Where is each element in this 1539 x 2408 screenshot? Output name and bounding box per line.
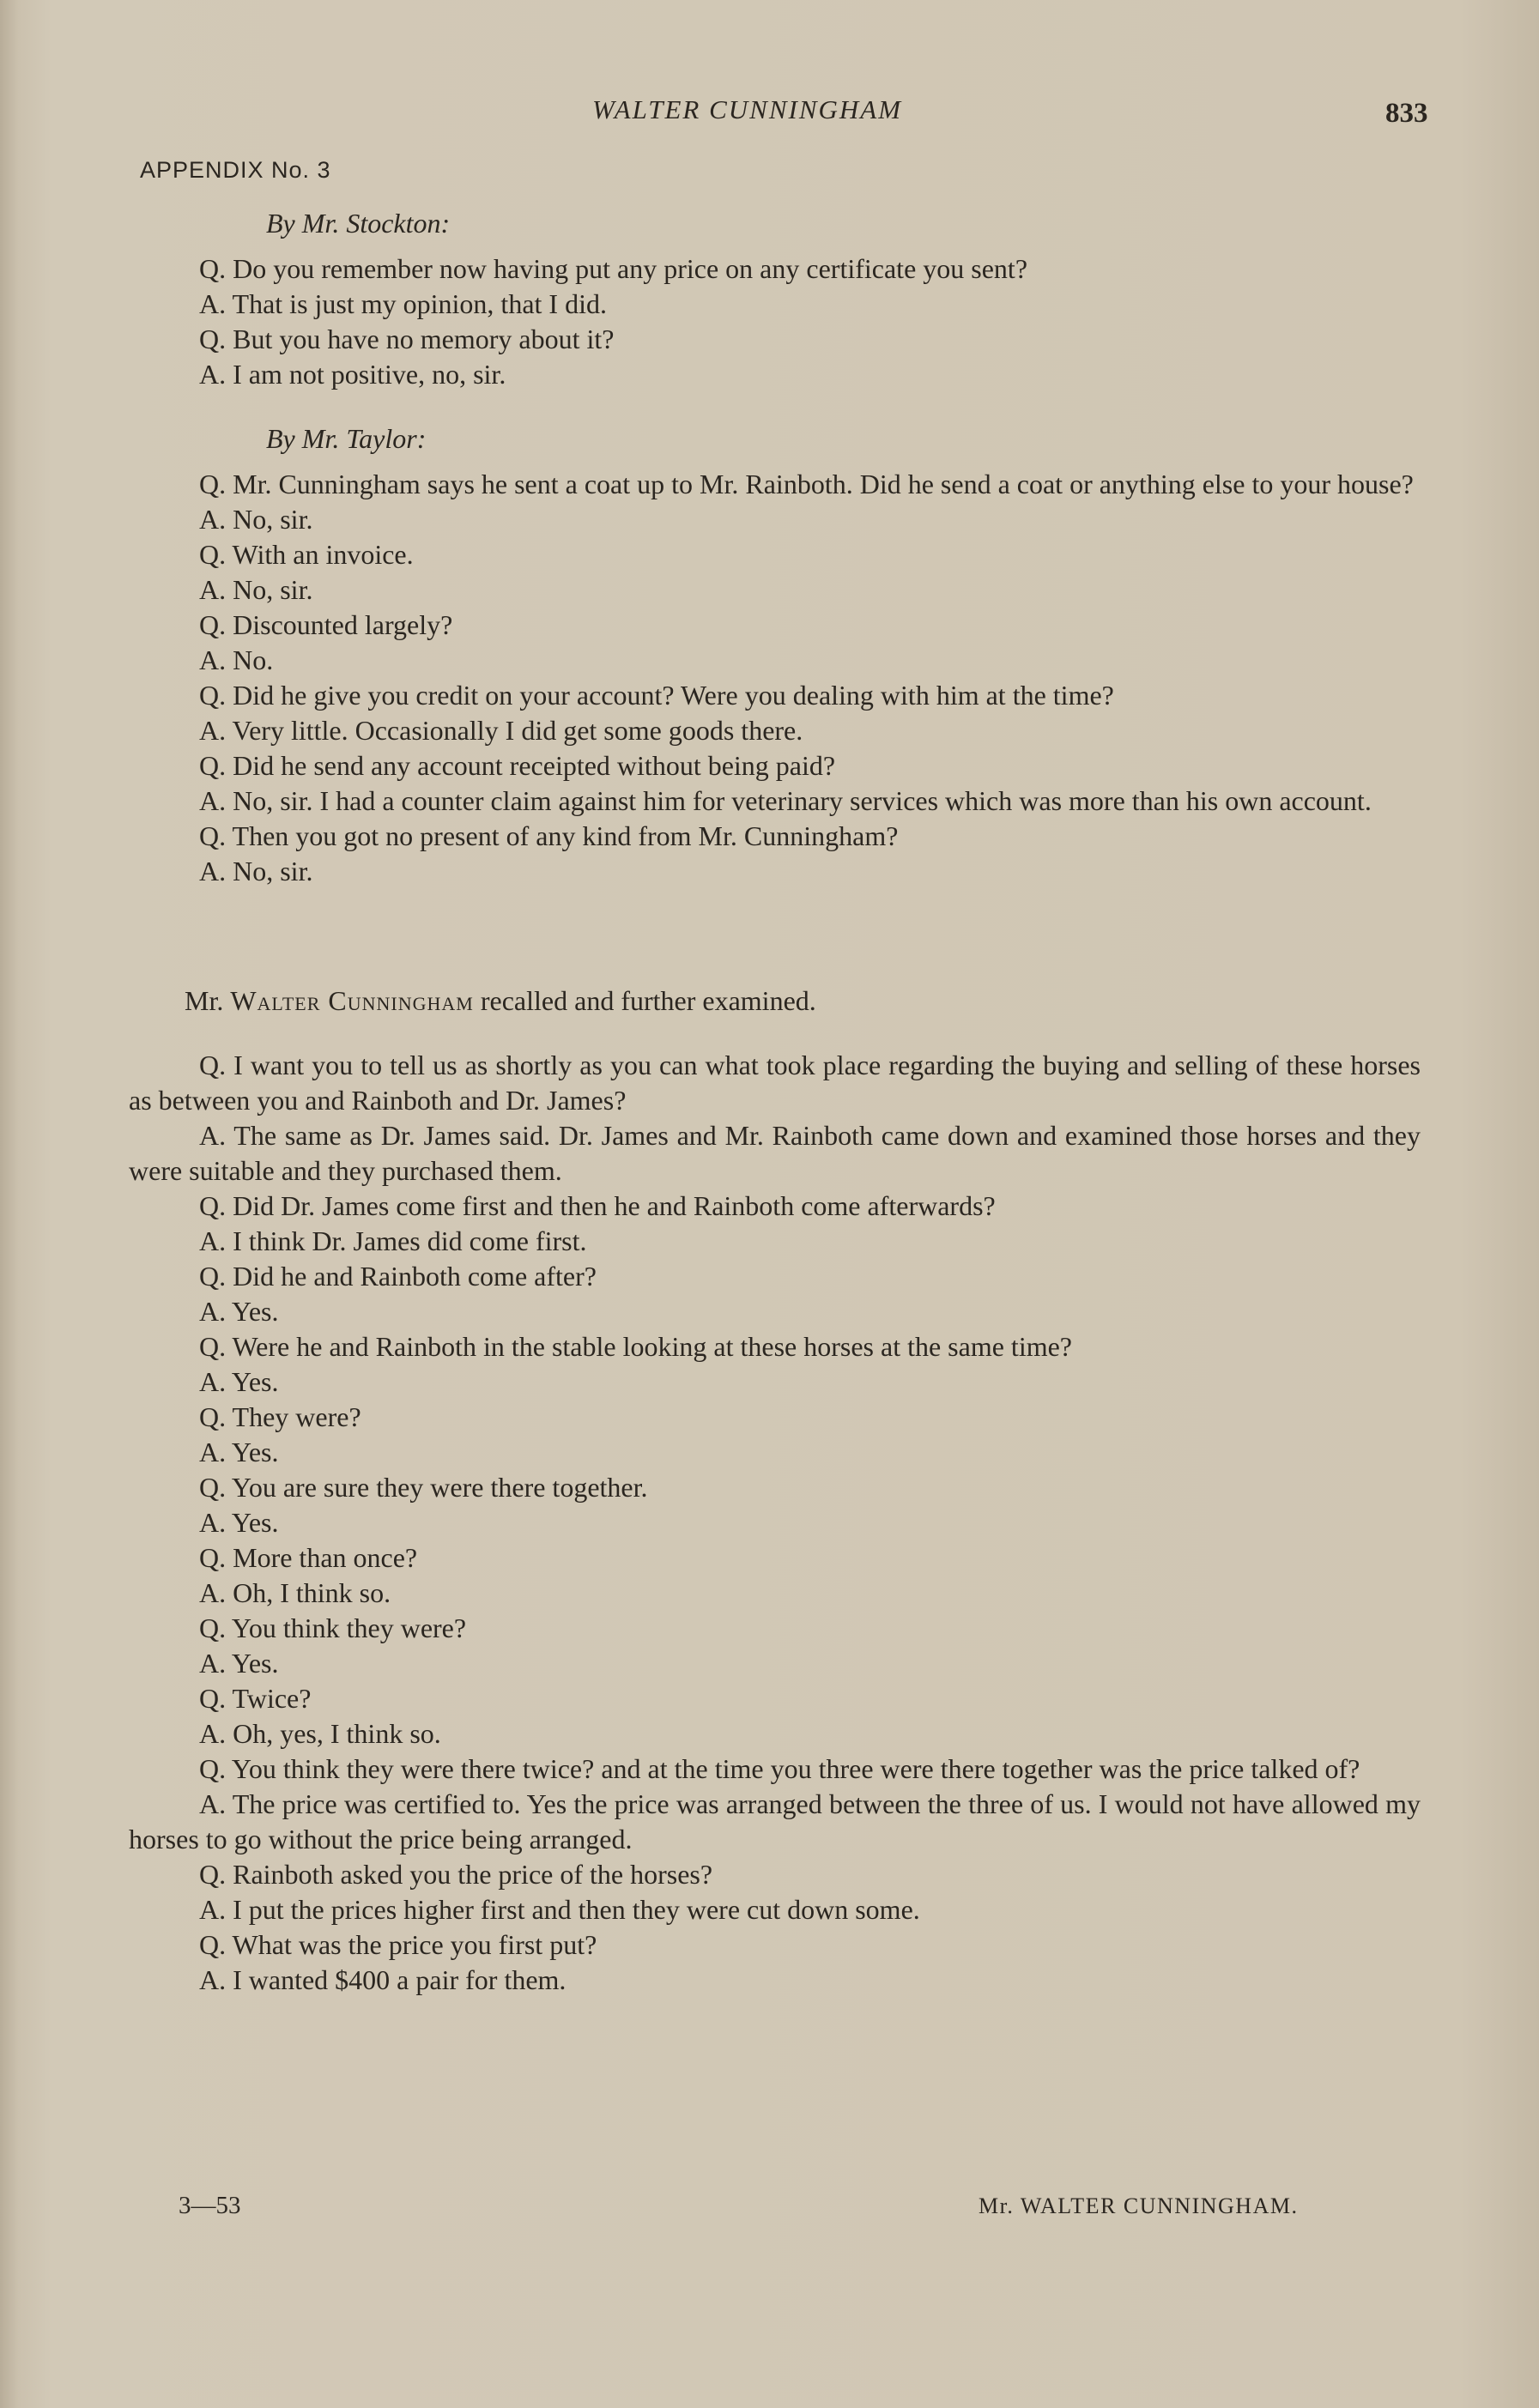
testimony-line: Q. You think they were there twice? and at the time you three were there together was the price talked of?: [199, 1753, 1360, 1784]
testimony-line: A. Oh, I think so.: [199, 1577, 391, 1608]
testimony-line: A. Yes.: [199, 1437, 279, 1467]
testimony-line: A. I am not positive, no, sir.: [199, 359, 506, 390]
testimony-line: Q. Discounted largely?: [199, 609, 453, 640]
testimony-line: A. No.: [199, 644, 274, 675]
testimony-line: A. Oh, yes, I think so.: [199, 1718, 441, 1749]
testimony-line: Q. I want you to tell us as shortly as you can what took place regarding the buying and selling of these horses as between you and Rainboth and Dr. James?: [129, 1050, 1421, 1116]
testimony-line: Q. Did Dr. James come first and then he and Rainboth come afterwards?: [199, 1190, 996, 1221]
testimony-line: A. Yes.: [199, 1648, 279, 1679]
testimony-line: A. No, sir.: [199, 574, 313, 605]
testimony-line: A. I wanted $400 a pair for them.: [199, 1964, 567, 1995]
testimony-line: Q. Mr. Cunningham says he sent a coat up to Mr. Rainboth. Did he send a coat or anything else to your house?: [199, 469, 1414, 499]
page-footer: [0, 2192, 1539, 2226]
examiner-byline: By Mr. Stockton:: [266, 208, 451, 239]
testimony-line: Q. Did he and Rainboth come after?: [199, 1261, 597, 1292]
section-spacer: [129, 392, 1421, 421]
testimony-line: A. Yes.: [199, 1507, 279, 1538]
section-spacer: [129, 889, 1421, 983]
recall-heading: [129, 983, 1421, 1019]
recall-prefix: Mr.: [185, 985, 224, 1016]
examiner-byline: By Mr. Taylor:: [266, 423, 427, 454]
testimony-line: A. Very little. Occasionally I did get some goods there.: [199, 715, 803, 746]
testimony-line: A. That is just my opinion, that I did.: [199, 288, 607, 319]
testimony-line: A. I put the prices higher first and then they were cut down some.: [199, 1894, 920, 1925]
recall-suffix: recalled and further examined.: [480, 985, 816, 1016]
page-number: 833: [1385, 98, 1428, 129]
testimony-line: Q. More than once?: [199, 1542, 418, 1573]
testimony-line: A. Yes.: [199, 1296, 279, 1327]
testimony-line: Q. What was the price you first put?: [199, 1929, 597, 1960]
running-header: [0, 94, 1539, 137]
testimony-line: Q. Rainboth asked you the price of the horses?: [199, 1859, 713, 1890]
testimony-line: A. No, sir.: [199, 504, 313, 535]
testimony-line: Q. Then you got no present of any kind from Mr. Cunningham?: [199, 820, 899, 851]
testimony-line: Q. Do you remember now having put any price on any certificate you sent?: [199, 253, 1028, 284]
testimony-line: Q. With an invoice.: [199, 539, 414, 570]
testimony-line: Q. They were?: [199, 1401, 361, 1432]
testimony-line: A. I think Dr. James did come first.: [199, 1225, 587, 1256]
testimony-line: Q. Twice?: [199, 1683, 312, 1714]
testimony-line: Q. Were he and Rainboth in the stable looking at these horses at the same time?: [199, 1331, 1072, 1362]
testimony-line: A. No, sir. I had a counter claim against him for veterinary services which was more than his own account.: [199, 785, 1372, 816]
testimony-line: A. The same as Dr. James said. Dr. James and Mr. Rainboth came down and examined those horses and they were suitable and they purchased them.: [129, 1120, 1421, 1186]
testimony-line: A. The price was certified to. Yes the price was arranged between the three of us. I would not have allowed my horses to go without the price being arranged.: [129, 1788, 1421, 1854]
section-spacer: [129, 1019, 1421, 1048]
testimony-line: Q. You are sure they were there together.: [199, 1472, 648, 1503]
testimony-line: A. Yes.: [199, 1366, 279, 1397]
testimony-line: A. No, sir.: [199, 856, 313, 886]
witness-name: Walter Cunningham: [230, 985, 474, 1016]
testimony-line: Q. Did he give you credit on your account? Were you dealing with him at the time?: [199, 680, 1114, 711]
footer-witness-name: Mr. WALTER CUNNINGHAM.: [979, 2193, 1299, 2218]
testimony-line: Q. But you have no memory about it?: [199, 324, 615, 354]
testimony-line: Q. Did he send any account receipted without being paid?: [199, 750, 836, 781]
signature-mark: 3—53: [179, 2192, 241, 2219]
testimony-line: Q. You think they were?: [199, 1612, 467, 1643]
running-title: WALTER CUNNINGHAM: [592, 94, 903, 124]
testimony-body: [129, 206, 1421, 1998]
appendix-label: APPENDIX No. 3: [140, 157, 331, 183]
